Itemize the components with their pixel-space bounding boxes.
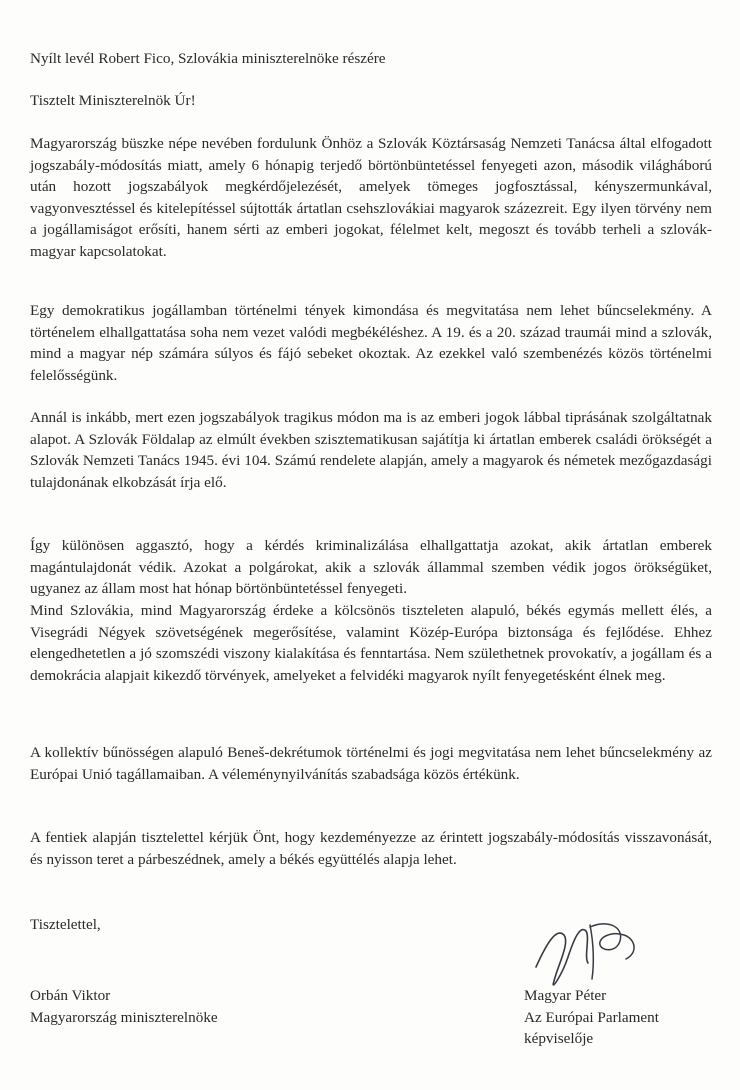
paragraph-6: A kollektív bűnösségen alapuló Beneš-dekrétumok történelmi és jogi megvitatása nem lehet bűncselekmény az Európai Unió tagállamaiban. A véleménynyilvánítás szabadsága közös értékünk. — [30, 744, 712, 783]
paragraph-7: A fentiek alapján tisztelettel kérjük Önt, hogy kezdeményezze az érintett jogszabály-módosítás visszavonását, és nyisson teret a párbeszédnek, amely a békés együttélés alapja lehet. — [30, 829, 712, 868]
closing: Tisztelettel, — [30, 916, 101, 933]
signatory-name: Orbán Viktor — [30, 987, 111, 1004]
paragraph-2: Egy demokratikus jogállamban történelmi tények kimondása és megvitatása nem lehet bűncselekmény. A történelem elhallgattatása soha nem vezet valódi megbékéléshez. A 19. és a 20. század traumái mind a szlovák, mind a magyar nép számára súlyos és fájó sebeket okoztak. Az ezekkel való szembenézés közös történelmi felelősségünk. — [30, 302, 712, 384]
salutation: Tisztelt Miniszterelnök Úr! — [30, 92, 196, 109]
paragraph-4: Így különösen aggasztó, hogy a kérdés kriminalizálása elhallgattatja azokat, akik ártatlan emberek magántulajdonát védik. Azokat a polgárokat, akik a szlovák állammal szemben védik jogos örökségüket, ugyanez az állam most hat hónap börtönbüntetéssel fenyegeti. — [30, 537, 712, 597]
signatory-right — [524, 985, 659, 1050]
signatory-title-line-1: Az Európai Parlament — [524, 1008, 659, 1026]
signatory-title: Magyarország miniszterelnöke — [30, 1008, 218, 1026]
signatory-name: Magyar Péter — [524, 987, 607, 1004]
signatory-title-line-2: képviselője — [524, 1030, 594, 1047]
letter-heading: Nyílt levél Robert Fico, Szlovákia miniszterelnöke részére — [30, 50, 386, 67]
signatory-left — [30, 985, 218, 1028]
handwritten-signature — [528, 905, 648, 995]
paragraph-1: Magyarország büszke népe nevében fordulunk Önhöz a Szlovák Köztársaság Nemzeti Tanácsa által elfogadott jogszabály-módosítás miatt, amely 6 hónapig terjedő börtönbüntetéssel fenyegeti azon, második világháború után hozott jogszabályok megkérdőjelezését, amelyek tömeges jogfosztással, kényszermunkával, vagyonvesztéssel és kitelepítéssel sújtották ártatlan csehszlovákiai magyarok százezreit. Egy ilyen törvény nem a jogállamiságot erősíti, hanem sérti az emberi jogokat, félelmet kelt, megoszt és tovább terheli a szlovák-magyar kapcsolatokat. — [30, 135, 712, 260]
paragraph-5: Mind Szlovákia, mind Magyarország érdeke a kölcsönös tiszteleten alapuló, békés egymás mellett élés, a Visegrádi Négyek szövetségének megerősítése, valamint Közép-Európa biztonsága és fejlődése. Ehhez elengedhetetlen a jó szomszédi viszony kialakítása és fenntartása. Nem születhetnek provokatív, a jogállam és a demokrácia alapjait kikezdő törvények, amelyeket a felvidéki magyarok nyílt fenyegetésként élnek meg. — [30, 602, 712, 684]
paragraph-3: Annál is inkább, mert ezen jogszabályok tragikus módon ma is az emberi jogok lábbal tiprásának szolgáltatnak alapot. A Szlovák Földalap az elmúlt években szisztematikusan sajátítja ki ártatlan emberek családi örökségét a Szlovák Nemzeti Tanács 1945. évi 104. Számú rendelete alapján, amely a magyarok és németek mezőgazdasági tulajdonának elkobzását írja elő. — [30, 409, 712, 491]
